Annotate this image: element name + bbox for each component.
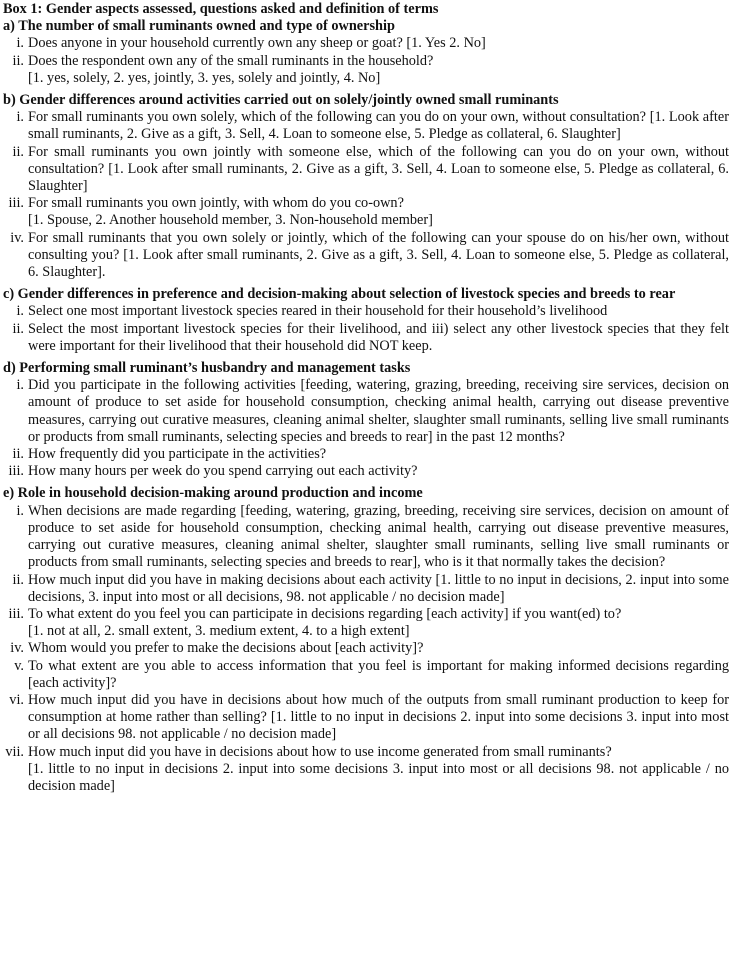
question-body	[28, 377, 729, 446]
section-heading: b) Gender differences around activities carried out on solely/jointly owned small ruminants	[3, 92, 559, 109]
question-number: ii.	[12, 320, 24, 337]
answer-options: [1. little to no input in decisions 2. input into some decisions 3. input into most or all decisions 98. not applicable / no decision made]	[28, 760, 729, 794]
question-item	[3, 144, 729, 196]
question-body	[28, 744, 729, 796]
question-number: iv.	[10, 640, 24, 657]
question-number: i.	[16, 35, 24, 52]
question-number: iii.	[8, 605, 24, 622]
question-number: iii.	[8, 195, 24, 212]
question-item	[3, 377, 729, 446]
question-item	[3, 35, 729, 52]
question-number: vi.	[9, 691, 24, 708]
question-text: For small ruminants you own jointly with someone else, which of the following can you do on your own, without consultation? [1. Look after small ruminants, 2. Give as a gift, 3. Sell, 4. Loan to someone else, 5. Pledge as collateral, 6. Slaughter]	[28, 143, 729, 195]
question-body	[28, 446, 729, 463]
question-item	[3, 744, 729, 796]
question-text: For small ruminants you own solely, which of the following can you do on your own, without consultation? [1. Look after small ruminants, 2. Give as a gift, 3. Sell, 4. Loan to someone else, 5. Pledge as collateral, 6. Slaughter]	[28, 109, 729, 143]
question-number: vii.	[5, 743, 24, 760]
question-body	[28, 658, 729, 692]
question-body	[28, 321, 729, 355]
question-body	[28, 144, 729, 196]
section	[3, 18, 729, 87]
question-text: How much input did you have in decisions about how to use income generated from small ruminants?	[28, 743, 612, 760]
question-item	[3, 303, 729, 320]
question-number: i.	[16, 377, 24, 394]
question-item	[3, 446, 729, 463]
question-item	[3, 692, 729, 744]
question-body	[28, 195, 729, 229]
question-item	[3, 53, 729, 87]
question-number: ii.	[12, 571, 24, 588]
question-body	[28, 53, 729, 87]
question-body	[28, 640, 729, 657]
question-number: v.	[14, 657, 24, 674]
section	[3, 92, 729, 281]
question-number: iv.	[10, 229, 24, 246]
question-body	[28, 692, 729, 744]
question-text: Does the respondent own any of the small ruminants in the household?	[28, 52, 434, 69]
answer-options: [1. yes, solely, 2. yes, jointly, 3. yes, solely and jointly, 4. No]	[28, 69, 381, 86]
question-body	[28, 503, 729, 572]
question-item	[3, 463, 729, 480]
question-text: Whom would you prefer to make the decisions about [each activity]?	[28, 640, 424, 657]
question-text: Select the most important livestock species for their livelihood, and iii) select any other livestock species that they felt were important for their livelihood that their household did NOT keep.	[28, 320, 729, 354]
question-item	[3, 230, 729, 282]
question-number: i.	[16, 502, 24, 519]
section	[3, 286, 729, 355]
question-number: i.	[16, 109, 24, 126]
question-item	[3, 109, 729, 143]
question-text: How much input did you have in decisions about how much of the outputs from small ruminant production to keep for consumption at home rather than selling? [1. little to no input in decisions 2. input into some decisions 3. input into most or all decisions 98. not applicable / no decision made]	[28, 691, 729, 743]
question-item	[3, 572, 729, 606]
question-text: How much input did you have in making decisions about each activity [1. little to no input in decisions, 2. input into some decisions, 3. input into most or all decisions, 98. not applicable / no decision made]	[28, 571, 729, 605]
answer-options: [1. Spouse, 2. Another household member, 3. Non-household member]	[28, 212, 433, 229]
question-body	[28, 109, 729, 143]
question-body	[28, 35, 729, 52]
question-body	[28, 606, 729, 640]
question-item	[3, 503, 729, 572]
section-heading: d) Performing small ruminant’s husbandry and management tasks	[3, 360, 411, 377]
question-text: When decisions are made regarding [feeding, watering, grazing, breeding, receiving sire services, decision on amount of produce to set aside for household consumption, checking animal health, carrying out disease preventive measures, carrying out curative measures, cleaning animal shelter, slaughter small ruminants, selling live small ruminants or products from small ruminants, selecting species and breeds to rear], who is it that normally takes the decision?	[28, 502, 729, 571]
question-number: i.	[16, 303, 24, 320]
question-body	[28, 463, 729, 480]
answer-options: [1. not at all, 2. small extent, 3. medium extent, 4. to a high extent]	[28, 623, 410, 640]
question-body	[28, 230, 729, 282]
question-number: ii.	[12, 446, 24, 463]
question-text: Select one most important livestock species reared in their household for their household’s livelihood	[28, 303, 608, 320]
question-text: For small ruminants that you own solely or jointly, which of the following can your spouse do on his/her own, without consulting you? [1. Look after small ruminants, 2. Give as a gift, 3. Sell, 4. Loan to someone else, 5. Pledge as collateral, 6. Slaughter].	[28, 229, 729, 281]
section	[3, 485, 729, 795]
question-text: How frequently did you participate in the activities?	[28, 446, 327, 463]
question-text: To what extent do you feel you can participate in decisions regarding [each activity] if you want(ed) to?	[28, 605, 622, 622]
question-text: For small ruminants you own jointly, with whom do you co-own?	[28, 195, 404, 212]
question-item	[3, 658, 729, 692]
section-heading: a) The number of small ruminants owned and type of ownership	[3, 18, 395, 35]
question-item	[3, 321, 729, 355]
question-item	[3, 606, 729, 640]
question-number: ii.	[12, 52, 24, 69]
section-heading: e) Role in household decision-making around production and income	[3, 485, 423, 502]
question-text: How many hours per week do you spend carrying out each activity?	[28, 463, 418, 480]
question-text: Does anyone in your household currently own any sheep or goat? [1. Yes 2. No]	[28, 35, 486, 52]
section-heading: c) Gender differences in preference and decision-making about selection of livestock species and breeds to rear	[3, 286, 676, 303]
box-title: Box 1: Gender aspects assessed, questions asked and definition of terms	[3, 1, 439, 17]
question-body	[28, 572, 729, 606]
question-text: To what extent are you able to access information that you feel is important for making informed decisions regarding [each activity]?	[28, 657, 729, 691]
question-number: ii.	[12, 143, 24, 160]
sections-container	[3, 18, 729, 795]
question-item	[3, 640, 729, 657]
question-body	[28, 303, 729, 320]
section	[3, 360, 729, 480]
question-text: Did you participate in the following activities [feeding, watering, grazing, breeding, receiving sire services, decision on amount of produce to set aside for household consumption, checking animal health, carrying out disease preventive measures, carrying out curative measures, cleaning animal shelter, slaughter small ruminants, selling live small ruminants or products from small ruminants, selecting species and breeds to rear] in the past 12 months?	[28, 377, 729, 445]
question-number: iii.	[8, 463, 24, 480]
question-item	[3, 195, 729, 229]
